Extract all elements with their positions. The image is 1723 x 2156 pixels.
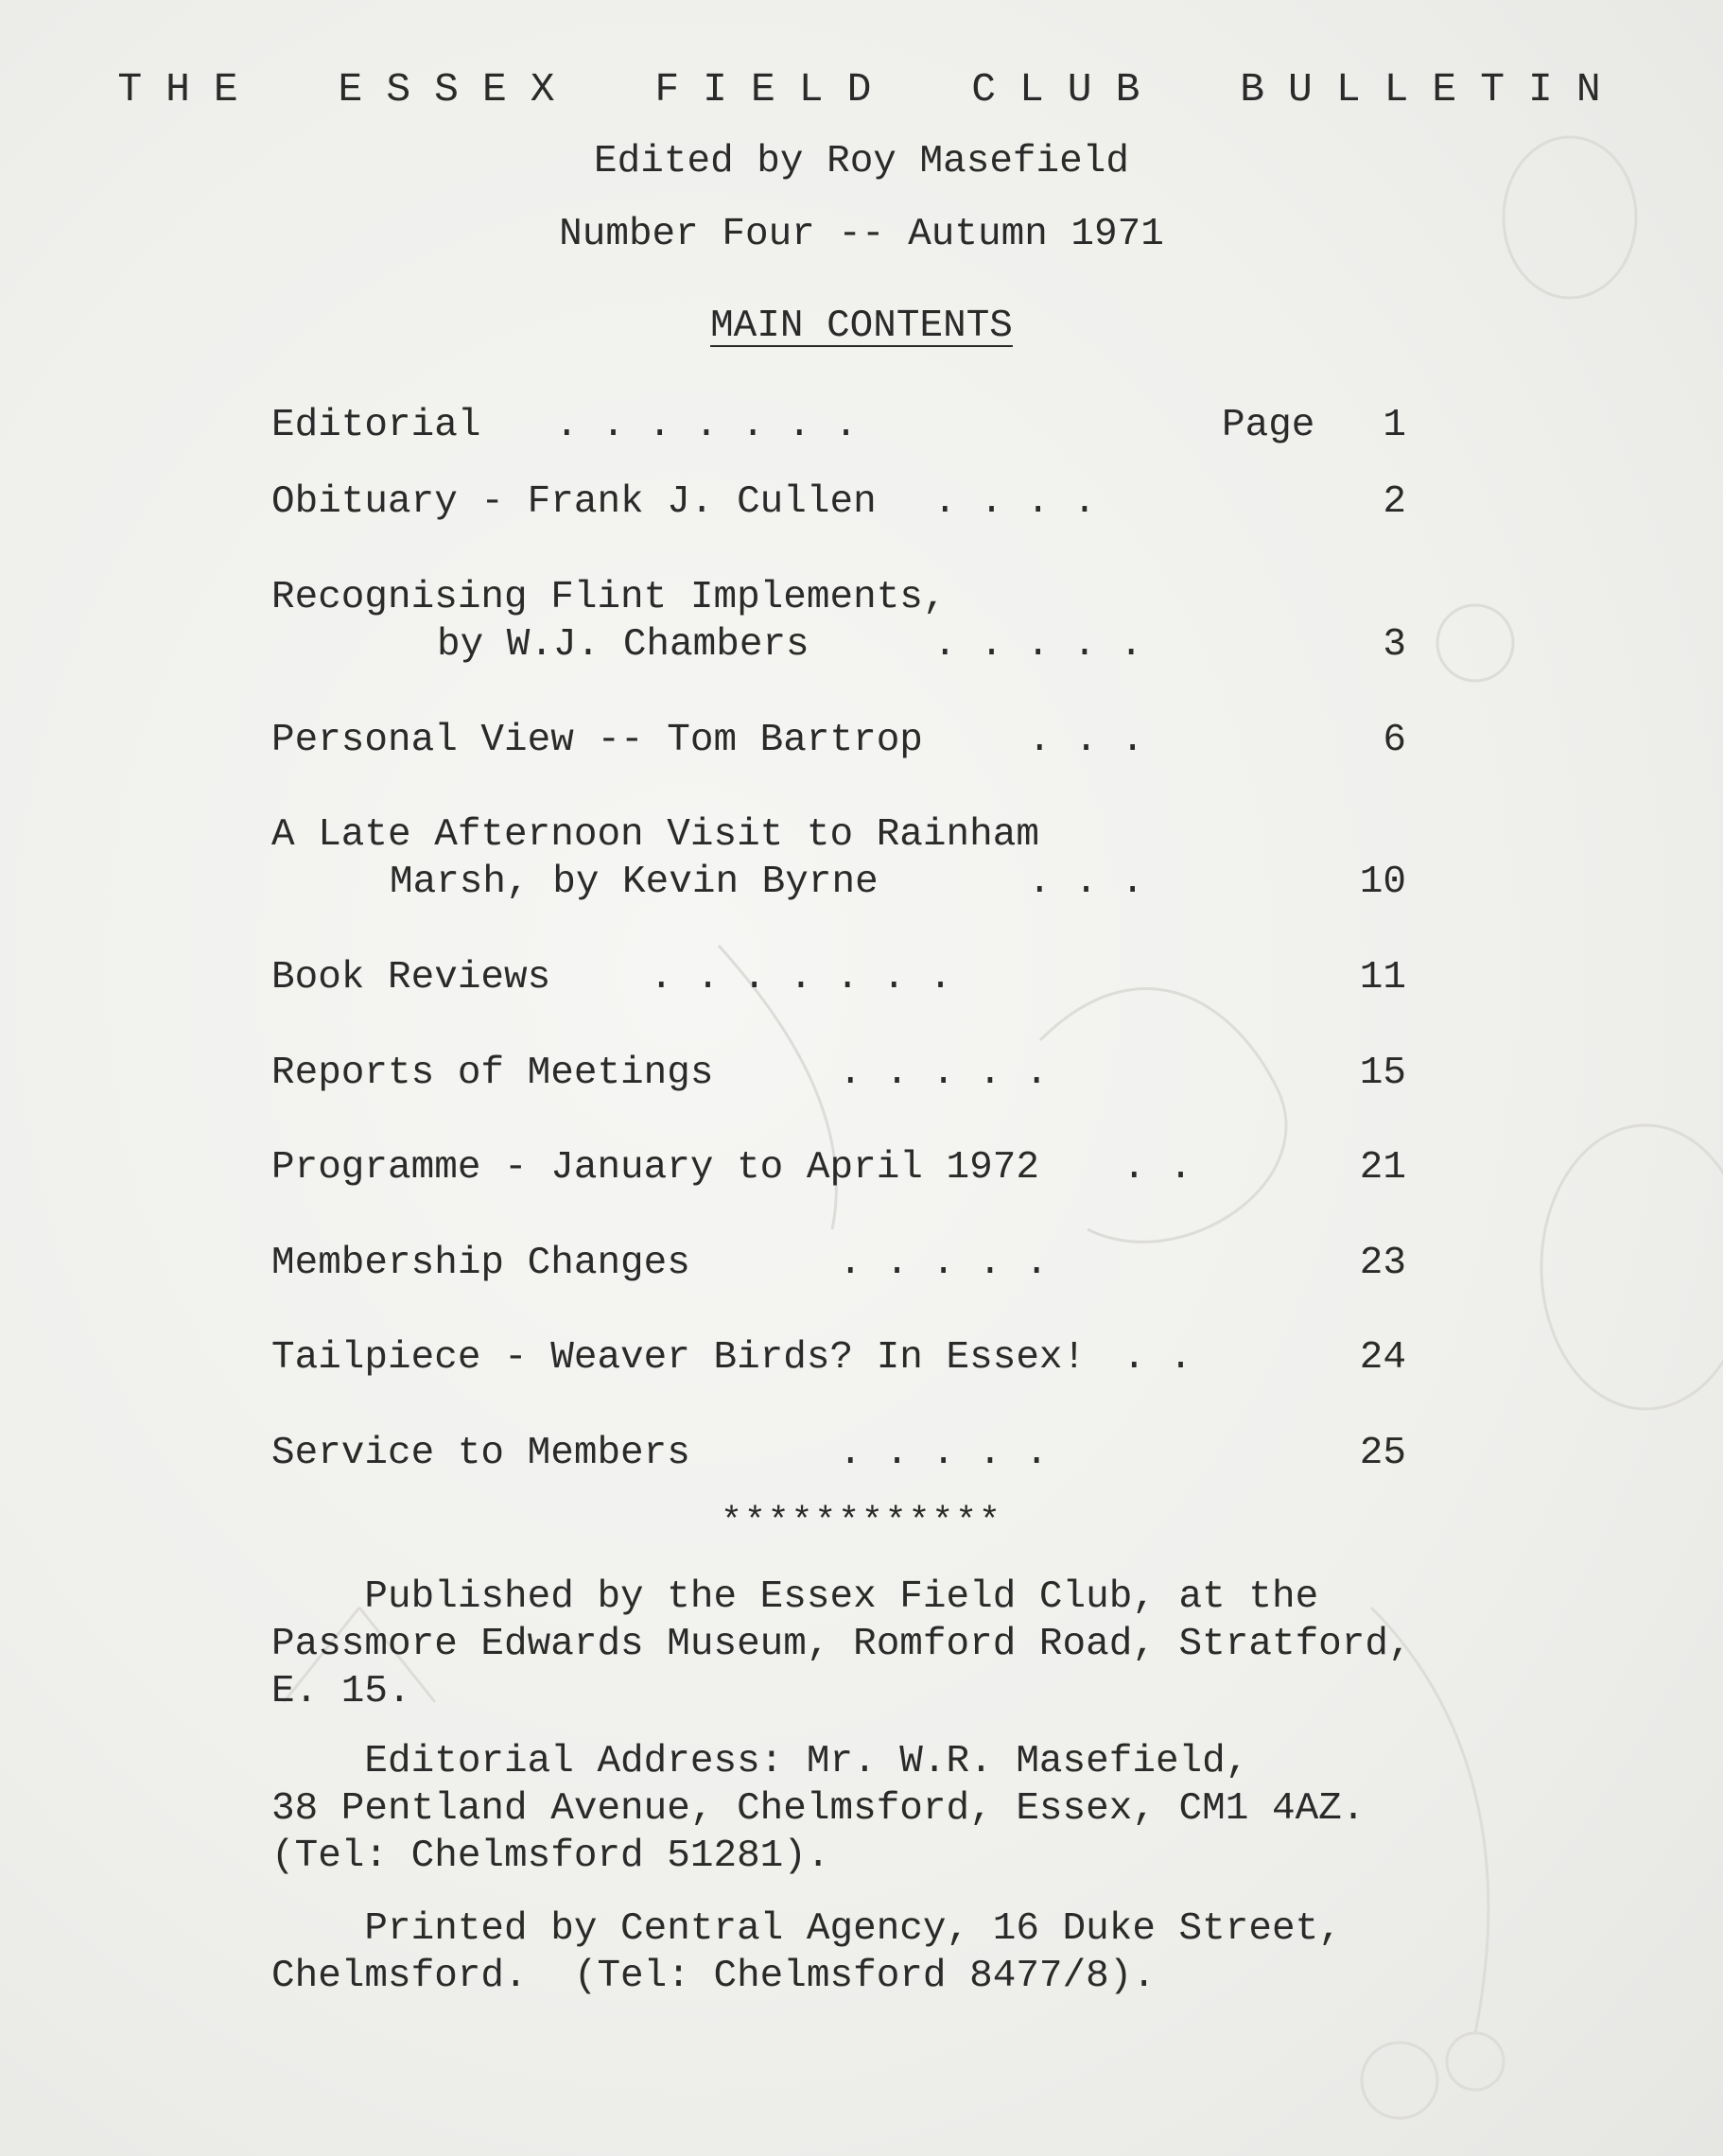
toc-page-number: 10 [1359,861,1406,904]
toc-page-number: 6 [1383,719,1406,762]
toc-page-number: 23 [1359,1242,1406,1285]
printer-paragraph [271,1905,1501,2000]
address-line: Editorial Address: Mr. W.R. Masefield, [271,1740,1249,1783]
printer-line: Chelmsford. (Tel: Chelmsford 8477/8). [271,1955,1156,1998]
toc-page-number: 1 [1383,404,1406,447]
toc-title-continued: Marsh, by Kevin Byrne [390,861,879,904]
toc-page-number: 21 [1359,1146,1406,1190]
toc-leader: . . . . [933,480,1097,524]
contents-heading: MAIN CONTENTS [710,304,1013,348]
toc-title-continued: by W.J. Chambers [437,623,809,667]
toc-page-number: 3 [1383,623,1406,667]
toc-leader: . . [1123,1146,1192,1190]
toc-leader: . . . . . [839,1242,1049,1285]
issue-line: Number Four -- Autumn 1971 [559,213,1164,256]
toc-leader: . . . . . [839,1432,1049,1475]
toc-title: Editorial [271,404,481,447]
editor-line: Edited by Roy Masefield [594,140,1129,183]
toc-page-label: Page [1222,404,1315,447]
publisher-line: Passmore Edwards Museum, Romford Road, Stratford, [271,1623,1412,1666]
bulletin-title: THE ESSEX FIELD CLUB BULLETIN [117,66,1625,113]
toc-title: Tailpiece - Weaver Birds? In Essex! [271,1336,1087,1380]
toc-page-number: 25 [1359,1432,1406,1475]
toc-leader: . . . . . [839,1052,1049,1095]
address-line: (Tel: Chelmsford 51281). [271,1834,830,1878]
toc-title: Personal View -- Tom Bartrop [271,719,923,762]
publisher-paragraph [271,1574,1501,1715]
editorial-address-paragraph [271,1738,1501,1880]
toc-leader: . . . . . . . [555,404,858,447]
printer-line: Printed by Central Agency, 16 Duke Street, [271,1907,1342,1951]
publisher-line: Published by the Essex Field Club, at the [271,1575,1319,1619]
toc-title: Service to Members [271,1432,690,1475]
toc-page-number: 2 [1383,480,1406,524]
publisher-line: E. 15. [271,1670,411,1713]
toc-page-number: 24 [1359,1336,1406,1380]
toc-leader: . . . [1028,719,1145,762]
toc-leader: . . . . . . . [650,956,952,1000]
toc-title: Obituary - Frank J. Cullen [271,480,877,524]
toc-title: Recognising Flint Implements, [271,576,947,619]
toc-title: A Late Afternoon Visit to Rainham [271,813,1039,857]
toc-page-number: 11 [1359,956,1406,1000]
address-line: 38 Pentland Avenue, Chelmsford, Essex, CM1 4AZ. [271,1787,1366,1831]
toc-leader: . . . . . [933,623,1143,667]
toc-leader: . . . [1028,861,1145,904]
toc-title: Book Reviews [271,956,551,1000]
toc-title: Reports of Meetings [271,1052,714,1095]
toc-page-number: 15 [1359,1052,1406,1095]
divider-asterisks: ************ [721,1502,1002,1542]
toc-title: Programme - January to April 1972 [271,1146,1039,1190]
toc-title: Membership Changes [271,1242,690,1285]
toc-leader: . . [1123,1336,1192,1380]
